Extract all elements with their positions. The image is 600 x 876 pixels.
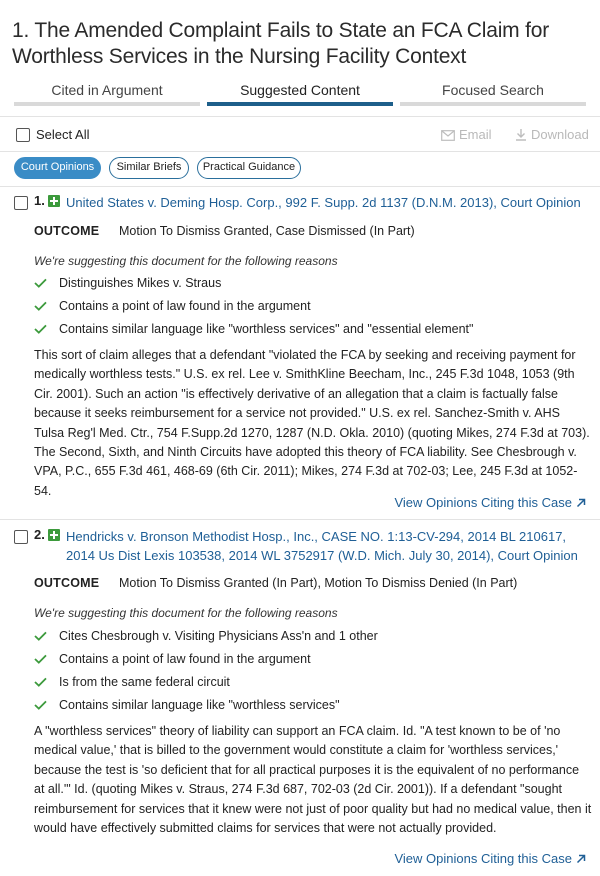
case-excerpt: This sort of claim alleges that a defendant "violated the FCA by seeking and receiving payment for medically worthless tests." U.S. ex rel. Lee v. SmithKline Beecham, Inc., 245 F.3d 1048, 1053 (9th Cir. 2001). Such an action "is effectively derivative of an allegation that a claim is factually false because it seeks reimbursement for a service not provided." U.S. ex rel. Sanchez-Smith v. AHS Tulsa Reg'l Med. Ctr., 754 F.Supp.2d 1270, 1287 (N.D. Okla. 2010) (quoting Mikes, 274 F.3d at 703). The Second, Sixth, and Ninth Circuits have adopted this theory of FCA liability. See Chesbrough v. VPA, P.C., 655 F.3d 461, 468-69 (6th Cir. 2011); Mikes, 274 F.3d at 702-03; Lee, 245 F.3d at 1052-54. xyxy=(34,348,590,498)
tab-bar xyxy=(14,80,586,106)
check-icon xyxy=(34,278,47,288)
download-icon xyxy=(515,128,527,141)
view-citing-label: View Opinions Citing this Case xyxy=(394,851,572,866)
reason-text: Is from the same federal circuit xyxy=(59,675,230,689)
external-arrow-icon xyxy=(576,854,586,864)
filter-similar-briefs[interactable]: Similar Briefs xyxy=(109,157,189,179)
reason-text: Contains similar language like "worthless services" xyxy=(59,698,340,712)
outcome-label: OUTCOME xyxy=(34,576,100,590)
reason-text: Contains a point of law found in the argument xyxy=(59,299,311,313)
case-excerpt: A "worthless services" theory of liability can support an FCA claim. Id. "A test known to be of 'no medical value,' that is billed to the government would constitute a claim for 'worthless services,' because the test is 'so deficient that for all practical purposes it is the equivalent of no performance at all.'" Id. (quoting Mikes v. Straus, 274 F.3d 687, 702-03 (2d Cir. 2001)). If a defendant "sought reimbursement for services that it knew were not just of poor quality but had no medical value, then it would have effectively submitted claims for services that were not actually provided. xyxy=(34,724,592,836)
outcome-label: OUTCOME xyxy=(34,224,100,238)
result-checkbox[interactable] xyxy=(14,530,28,544)
tab-underline xyxy=(14,102,200,106)
check-icon xyxy=(34,700,47,710)
case-title-link[interactable]: Hendricks v. Bronson Methodist Hosp., Inc., CASE NO. 1:13-CV-294, 2014 BL 210617, 2014 Us Dist Lexis 103538, 2014 WL 3752917 (W.D. Mich. July 30, 2014), Court Opinion xyxy=(66,529,578,563)
check-icon xyxy=(34,677,47,687)
filter-practical-guidance[interactable]: Practical Guidance xyxy=(197,157,301,179)
reason-text: Cites Chesbrough v. Visiting Physicians Ass'n and 1 other xyxy=(59,629,378,643)
email-button[interactable] xyxy=(441,127,492,142)
filter-court-opinions[interactable]: Court Opinions xyxy=(14,157,101,179)
tab-suggested-content[interactable] xyxy=(207,80,393,106)
reason-text: Distinguishes Mikes v. Straus xyxy=(59,276,222,290)
tab-label: Suggested Content xyxy=(240,82,360,98)
tab-underline xyxy=(207,102,393,106)
case-title-link[interactable]: United States v. Deming Hosp. Corp., 992 F. Supp. 2d 1137 (D.N.M. 2013), Court Opinion xyxy=(66,195,581,210)
tab-label: Focused Search xyxy=(442,82,544,98)
reason-text: Contains a point of law found in the argument xyxy=(59,652,311,666)
result-checkbox[interactable] xyxy=(14,196,28,210)
check-icon xyxy=(34,654,47,664)
result-number: 1. xyxy=(34,193,45,208)
result-number: 2. xyxy=(34,527,45,542)
reasons-intro: We're suggesting this document for the following reasons xyxy=(34,254,338,268)
check-icon xyxy=(34,631,47,641)
check-icon xyxy=(34,301,47,311)
divider xyxy=(0,186,600,187)
select-all-checkbox[interactable] xyxy=(16,128,30,142)
tab-cited-in-argument[interactable] xyxy=(14,80,200,106)
reason-text: Contains similar language like "worthless services" and "essential element" xyxy=(59,322,474,336)
select-all-label: Select All xyxy=(36,127,90,142)
reasons-intro: We're suggesting this document for the following reasons xyxy=(34,606,338,620)
email-label: Email xyxy=(459,127,492,142)
download-label: Download xyxy=(531,127,589,142)
envelope-icon xyxy=(441,130,455,141)
view-citing-opinions-link[interactable] xyxy=(394,495,586,510)
outcome-value: Motion To Dismiss Granted (In Part), Motion To Dismiss Denied (In Part) xyxy=(119,576,518,590)
results-toolbar xyxy=(0,116,600,152)
page-title: 1. The Amended Complaint Fails to State an FCA Claim for Worthless Services in the Nursing Facility Context xyxy=(12,19,550,68)
tab-underline xyxy=(400,102,586,106)
add-plus-icon[interactable] xyxy=(48,195,60,207)
check-icon xyxy=(34,324,47,334)
tab-focused-search[interactable] xyxy=(400,80,586,106)
view-citing-opinions-link[interactable] xyxy=(394,851,586,866)
divider xyxy=(0,519,600,520)
tab-label: Cited in Argument xyxy=(51,82,163,98)
external-arrow-icon xyxy=(576,498,586,508)
outcome-value: Motion To Dismiss Granted, Case Dismissed (In Part) xyxy=(119,224,415,238)
add-plus-icon[interactable] xyxy=(48,529,60,541)
download-button[interactable] xyxy=(515,127,589,142)
view-citing-label: View Opinions Citing this Case xyxy=(394,495,572,510)
